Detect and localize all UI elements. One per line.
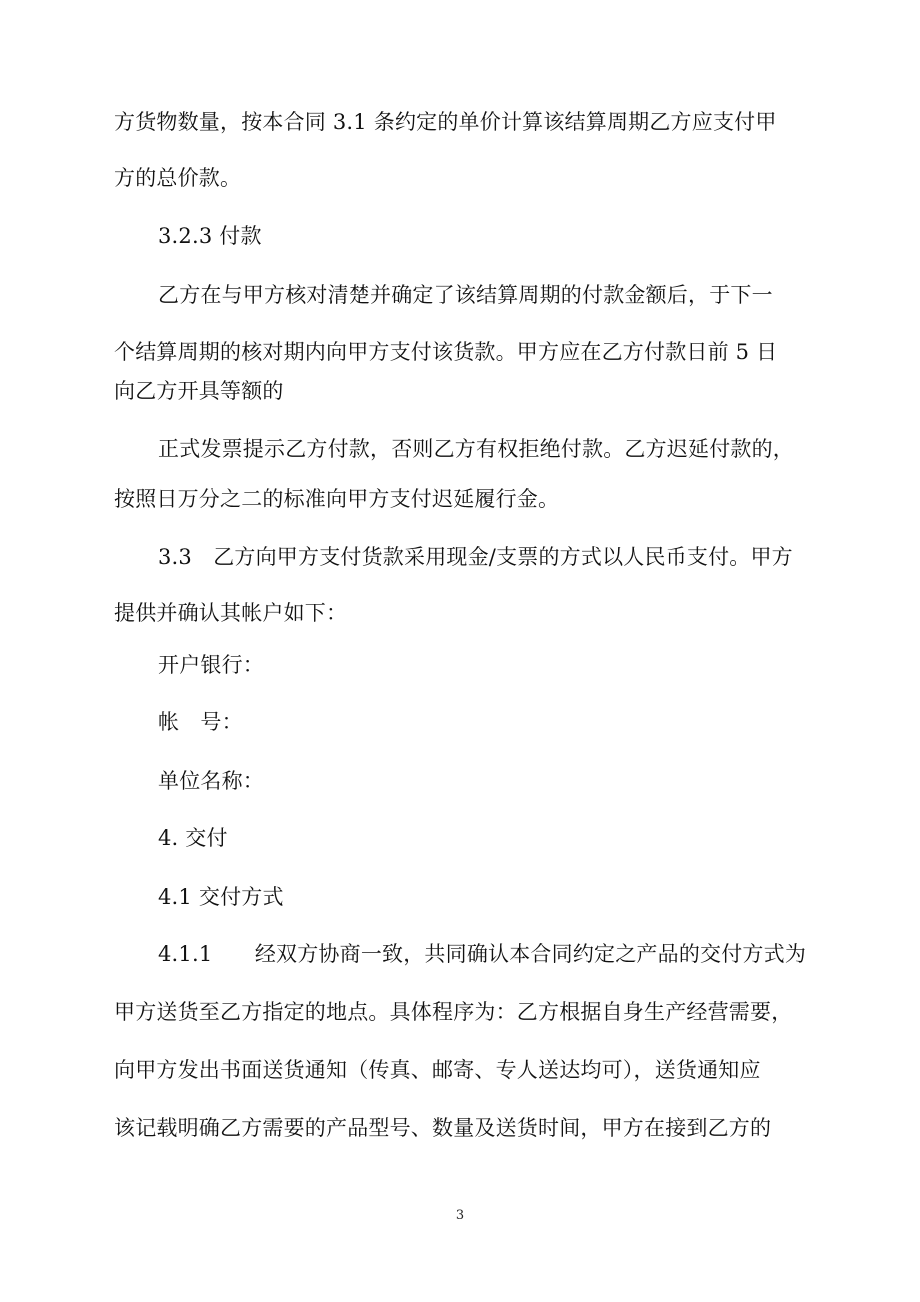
account-name-label: 单位名称：	[158, 769, 264, 793]
text-line: 按照日万分之二的标准向甲方支付迟延履行金。	[114, 487, 560, 511]
text-line: 向乙方开具等额的	[114, 379, 284, 403]
text-line: 方的总价款。	[114, 166, 242, 190]
text-line: 向甲方发出书面送货通知（传真、邮寄、专人送达均可），送货通知应	[114, 1058, 761, 1082]
text-line: 4.1.1 经双方协商一致，共同确认本合同约定之产品的交付方式为	[158, 942, 807, 966]
section-heading: 4. 交付	[158, 826, 228, 850]
text-line: 方货物数量，按本合同 3.1 条约定的单价计算该结算周期乙方应支付甲	[114, 110, 777, 134]
text-line: 该记载明确乙方需要的产品型号、数量及送货时间，甲方在接到乙方的	[114, 1116, 772, 1140]
text-line: 个结算周期的核对期内向甲方支付该货款。甲方应在乙方付款日前 5 日	[114, 340, 778, 364]
text-line: 正式发票提示乙方付款，否则乙方有权拒绝付款。乙方迟延付款的，	[158, 437, 794, 461]
text-line: 甲方送货至乙方指定的地点。具体程序为：乙方根据自身生产经营需要，	[114, 1000, 793, 1024]
section-heading: 3.3 乙方向甲方支付货款采用现金/支票的方式以人民币支付。甲方	[158, 545, 793, 569]
text-line: 提供并确认其帐户如下：	[114, 601, 348, 625]
section-heading: 3.2.3 付款	[158, 224, 262, 248]
page-number: 3	[455, 1208, 465, 1223]
section-heading: 4.1 交付方式	[158, 885, 284, 909]
account-number-label: 帐 号：	[158, 710, 243, 734]
account-bank-label: 开户银行：	[158, 653, 264, 677]
text-line: 乙方在与甲方核对清楚并确定了该结算周期的付款金额后，于下一	[158, 283, 773, 307]
